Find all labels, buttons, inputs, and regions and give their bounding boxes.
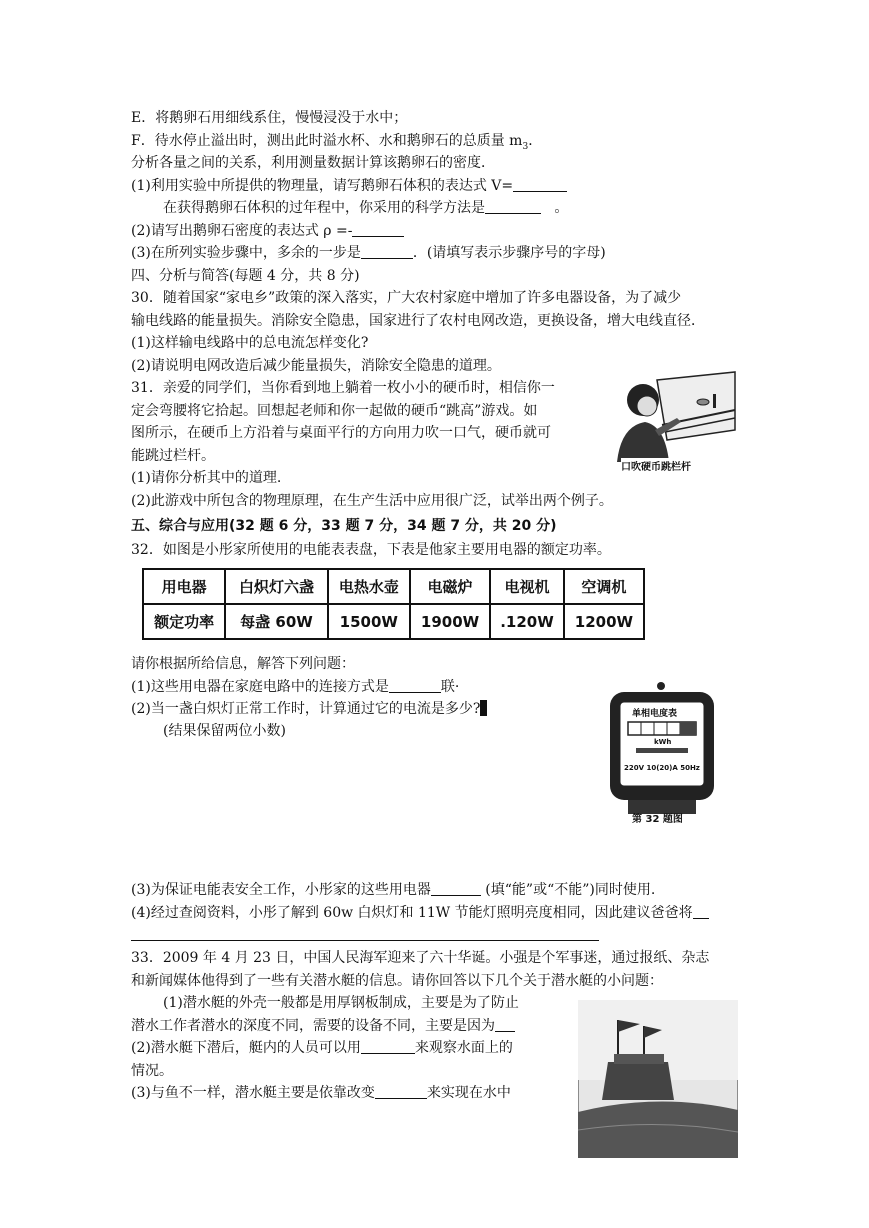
table-header-cell: 电磁炉 bbox=[410, 569, 490, 604]
q30-1: (1)这样输电线路中的总电流怎样变化? bbox=[131, 335, 369, 351]
q33-line-2: 和新闻媒体他得到了一些有关潜水艇的信息。请你回答以下几个关于潜水艇的小问题： bbox=[131, 973, 663, 989]
q30-line-1: 30．随着国家“家电乡”政策的深入落实，广大农村家庭中增加了许多电器设备，为了减少 bbox=[131, 290, 682, 306]
q31-line-4: 能跳过栏杆。 bbox=[131, 448, 215, 464]
table-cell: 每盏 60W bbox=[225, 604, 327, 639]
answer-blank[interactable] bbox=[375, 1084, 427, 1099]
answer-line[interactable] bbox=[131, 940, 599, 941]
q29-3 bbox=[131, 243, 606, 263]
q32-4-text: (4)经过查阅资料，小彤了解到 60w 白炽灯和 11W 节能灯照明亮度相同，因此建议爸爸将 bbox=[131, 905, 693, 921]
coin-jump-figure bbox=[607, 370, 737, 472]
answer-blank[interactable] bbox=[513, 177, 567, 192]
q29-1b bbox=[163, 198, 568, 218]
answer-blank[interactable] bbox=[431, 881, 481, 896]
q33-2b: 情况。 bbox=[131, 1063, 173, 1079]
q29-1 bbox=[131, 176, 567, 196]
q33-2-end: 来观察水面上的 bbox=[414, 1040, 513, 1056]
q29-2 bbox=[131, 221, 404, 241]
q32-4 bbox=[131, 903, 709, 923]
q33-2-text: (2)潜水艇下潜后，艇内的人员可以用 bbox=[131, 1040, 361, 1056]
step-f-text: F．待水停止溢出时，测出此时溢水杯、水和鹅卵石的总质量 m bbox=[131, 133, 523, 149]
q32-line-1: 32．如图是小彤家所使用的电能表表盘，下表是他家主要用电器的额定功率。 bbox=[131, 542, 611, 558]
q33-1b-text: 潜水工作者潜水的深度不同，需要的设备不同，主要是因为 bbox=[131, 1018, 495, 1034]
q32-2-text: (2)当一盏白炽灯正常工作时，计算通过它的电流是多少? bbox=[131, 701, 481, 717]
answer-blank[interactable] bbox=[352, 222, 404, 237]
table-header-cell: 用电器 bbox=[143, 569, 225, 604]
q32-1 bbox=[131, 677, 459, 697]
q30-line-2: 输电线路的能量损失。消除安全隐患，国家进行了农村电网改造，更换设备，增大电线直径． bbox=[131, 313, 705, 329]
table-header-cell: 电热水壶 bbox=[328, 569, 410, 604]
submarine-image bbox=[578, 1000, 738, 1158]
q32-2 bbox=[131, 699, 487, 719]
answer-blank[interactable] bbox=[693, 904, 709, 919]
meter-caption: 第 32 题图 bbox=[632, 814, 683, 825]
answer-blank[interactable] bbox=[485, 199, 541, 214]
q30-2: (2)请说明电网改造后减少能量损失，消除安全隐患的道理。 bbox=[131, 358, 501, 374]
q31-line-1: 31．亲爱的同学们，当你看到地上躺着一枚小小的硬币时，相信你一 bbox=[131, 380, 555, 396]
table-cell: .120W bbox=[490, 604, 564, 639]
q33-1a: (1)潜水艇的外壳一般都是用厚钢板制成，主要是为了防止 bbox=[163, 995, 519, 1011]
q32-1-end: 联· bbox=[440, 679, 460, 695]
electricity-meter-illustration bbox=[606, 676, 721, 824]
answer-blank[interactable] bbox=[361, 244, 413, 259]
meter-figure bbox=[606, 676, 721, 824]
table-header-cell: 电视机 bbox=[490, 569, 564, 604]
section-4-heading: 四、分析与简答(每题 4 分，共 8 分) bbox=[131, 268, 360, 284]
meter-spec: 220V 10(20)A 50Hz bbox=[624, 764, 700, 772]
q31-line-3: 图所示，在硬币上方沿着与桌面平行的方向用力吹一口气，硬币就可 bbox=[131, 425, 551, 441]
section-5-heading: 五、综合与应用(32 题 6 分，33 题 7 分，34 题 7 分，共 20 分) bbox=[131, 518, 557, 534]
answer-blank[interactable] bbox=[389, 678, 441, 693]
q32-3 bbox=[131, 880, 655, 900]
q33-3 bbox=[131, 1083, 511, 1103]
q29-1b-text: 在获得鹅卵石体积的过年程中，你采用的科学方法是 bbox=[163, 200, 485, 216]
q32-3-end: (填“能”或“不能”)同时使用. bbox=[485, 882, 656, 898]
q29-2-text: (2)请写出鹅卵石密度的表达式 ρ =- bbox=[131, 223, 353, 239]
step-e: E．将鹅卵石用细线系住，慢慢浸没于水中； bbox=[131, 110, 408, 126]
q31-1: (1)请你分析其中的道理. bbox=[131, 470, 282, 486]
coin-figure-caption: 口吹硬币跳栏杆 bbox=[621, 458, 721, 473]
q33-line-1: 33．2009 年 4 月 23 日，中国人民海军迎来了六十华诞。小强是个军事迷，通过报纸、杂志 bbox=[131, 950, 710, 966]
analysis-line: 分析各量之间的关系，利用测量数据计算该鹅卵石的密度． bbox=[131, 155, 495, 171]
q33-3-end: 来实现在水中 bbox=[426, 1085, 511, 1101]
q32-1-text: (1)这些用电器在家庭电路中的连接方式是 bbox=[131, 679, 389, 695]
q29-3-text: (3)在所列实验步骤中，多余的一步是 bbox=[131, 245, 361, 261]
table-header-cell: 空调机 bbox=[564, 569, 644, 604]
table-cell: 1500W bbox=[328, 604, 410, 639]
table-cell: 1900W bbox=[410, 604, 490, 639]
q31-2: (2)此游戏中所包含的物理原理，在生产生活中应用很广泛，试举出两个例子。 bbox=[131, 493, 613, 509]
table-cell: 额定功率 bbox=[143, 604, 225, 639]
q33-2 bbox=[131, 1038, 513, 1058]
q29-1-text: (1)利用实验中所提供的物理量，请写鹅卵石体积的表达式 V= bbox=[131, 178, 514, 194]
table-row bbox=[143, 604, 644, 639]
answer-blank[interactable] bbox=[495, 1017, 515, 1032]
q32-3-text: (3)为保证电能表安全工作，小彤家的这些用电器 bbox=[131, 882, 431, 898]
q32-ask: 请你根据所给信息，解答下列问题： bbox=[131, 656, 355, 672]
table-header-cell: 白炽灯六盏 bbox=[225, 569, 327, 604]
submarine-photo bbox=[578, 1000, 738, 1158]
appliance-power-table bbox=[142, 568, 645, 640]
answer-blank[interactable] bbox=[361, 1039, 415, 1054]
table-row bbox=[143, 569, 644, 604]
step-f-subscript: 3 bbox=[522, 141, 529, 152]
meter-unit: kWh bbox=[654, 738, 672, 746]
step-f-end: ． bbox=[528, 133, 543, 149]
table-cell: 1200W bbox=[564, 604, 644, 639]
q33-1b bbox=[131, 1016, 515, 1036]
q31-line-2: 定会弯腰将它拾起。回想起老师和你一起做的硬币“跳高”游戏。如 bbox=[131, 403, 538, 419]
q33-3-text: (3)与鱼不一样，潜水艇主要是依靠改变 bbox=[131, 1085, 375, 1101]
meter-title: 单相电度表 bbox=[632, 709, 678, 719]
q29-3-end: ．(请填写表示步骤序号的字母) bbox=[412, 245, 606, 261]
q32-2b: (结果保留两位小数) bbox=[163, 723, 286, 739]
q29-1b-end: 。 bbox=[554, 200, 569, 216]
coin-jump-illustration bbox=[607, 370, 737, 472]
text-cursor bbox=[480, 700, 487, 716]
